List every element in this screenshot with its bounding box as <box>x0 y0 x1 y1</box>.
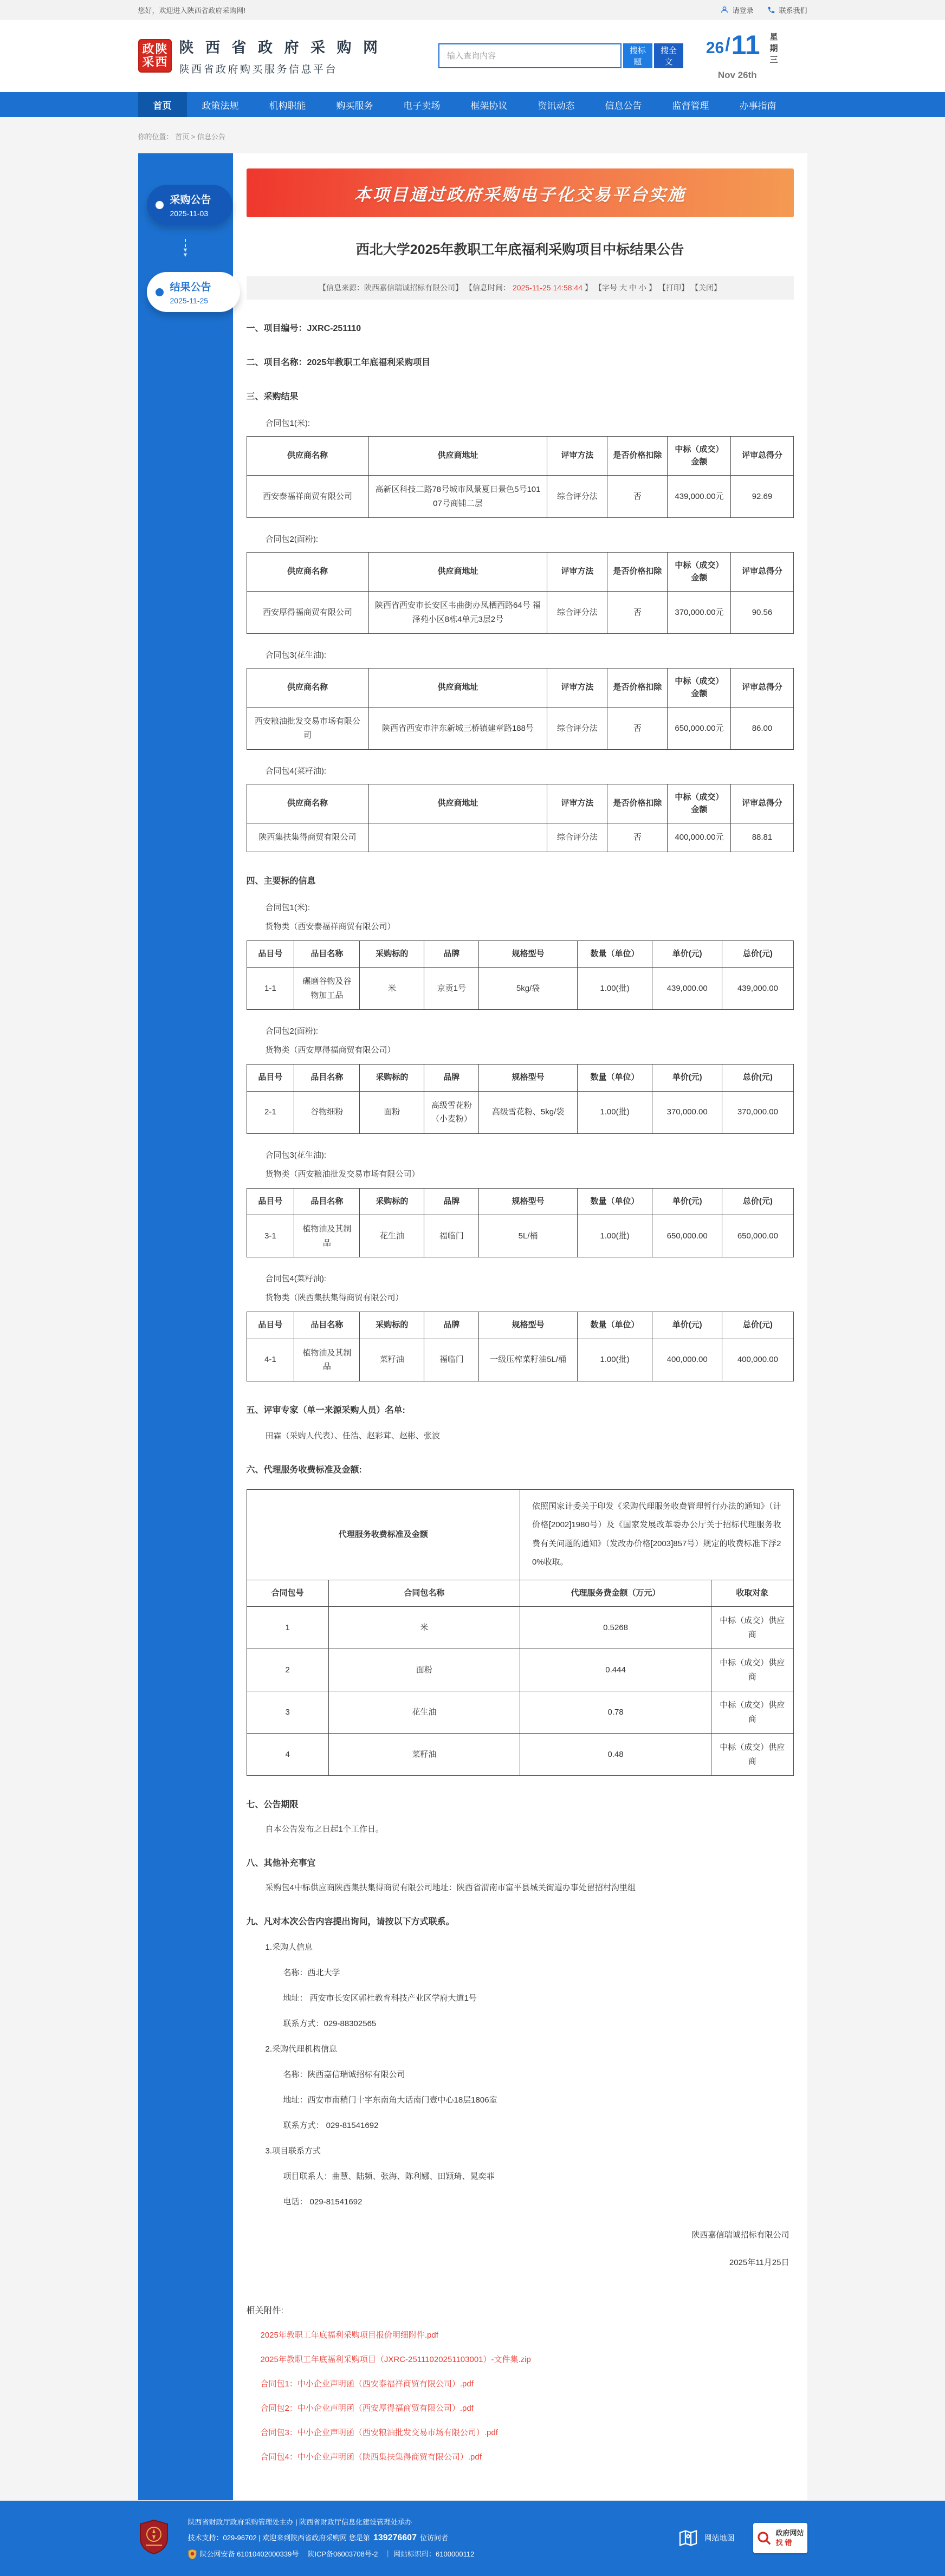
agency-address: 地址：西安市南稍门十字东南角大话南门壹中心18层1806室 <box>283 2095 497 2105</box>
logo-char: 政 <box>142 42 154 56</box>
col-item-name: 品目名称 <box>294 1188 360 1215</box>
buyer-address: 地址： 西安市长安区郭杜教育科技产业区学府大道1号 <box>283 1994 477 2003</box>
cell-award-amount: 439,000.00元 <box>668 476 731 518</box>
breadcrumb-current-link[interactable]: 信息公告 <box>197 133 226 141</box>
cell-supplier-name: 陕西集扶集得商贸有限公司 <box>247 823 368 852</box>
magnifier-icon <box>756 2530 772 2546</box>
meta-source: 【信息来源：陕西嘉信瑞诚招标有限公司】 <box>319 283 463 292</box>
welcome-text: 您好，欢迎进入陕西省政府采购网! <box>138 6 246 15</box>
article-title: 西北大学2025年教职工年底福利采购项目中标结果公告 <box>355 242 684 257</box>
breadcrumb-label: 你的位置： <box>138 133 173 141</box>
section-9-contact: 九、凡对本次公告内容提出询问，请按以下方式联系。 <box>246 1917 455 1926</box>
result-table-package-1 <box>247 436 794 518</box>
cell-total-score: 90.56 <box>731 592 793 634</box>
attachment-link[interactable]: 合同包4：中小企业声明函（陕西集扶集得商贸有限公司）.pdf <box>260 2452 482 2462</box>
col-price-deduction: 是否价格扣除 <box>607 784 668 823</box>
nav-item-functions[interactable]: 机构职能 <box>269 100 306 111</box>
cell-package-name: 面粉 <box>328 1649 520 1691</box>
table-row <box>247 1691 793 1734</box>
map-icon <box>677 2527 699 2549</box>
col-package-name: 合同包名称 <box>328 1580 520 1607</box>
col-total-score: 评审总得分 <box>731 669 793 708</box>
col-total-price: 总价(元) <box>722 1312 793 1339</box>
cell-item-name: 植物油及其制品 <box>294 1339 360 1381</box>
timeline-sidebar <box>138 153 233 2500</box>
site-subtitle: 陕西省政府购买服务信息平台 <box>179 64 338 75</box>
cell-item-no: 4-1 <box>247 1339 294 1381</box>
project-contact-phone: 电话： 029-81541692 <box>283 2197 363 2207</box>
col-supplier-address: 供应商地址 <box>368 669 547 708</box>
close-button[interactable]: 【关闭】 <box>690 283 721 292</box>
cell-fee-payer: 中标（成交）供应商 <box>711 1649 793 1691</box>
cell-quantity: 1.00(批) <box>577 1215 652 1257</box>
print-button[interactable]: 【打印】 <box>658 283 689 292</box>
section-8-supplementary: 八、其他补充事宜 <box>246 1859 316 1868</box>
logo-char: 采 <box>142 55 154 69</box>
cell-total-price: 439,000.00 <box>722 968 793 1010</box>
buyer-phone: 联系方式：029-88302565 <box>283 2019 377 2028</box>
meta-time-value: 2025-11-25 14:58:44 <box>513 283 582 292</box>
sidebar-item-date: 2025-11-03 <box>170 209 209 218</box>
meta-time-prefix: 【信息时间： <box>465 283 511 292</box>
col-target: 采购标的 <box>360 1312 424 1339</box>
sidebar-item-date: 2025-11-25 <box>170 296 209 305</box>
banner-text: 本项目通过政府采购电子化交易平台实施 <box>354 185 686 204</box>
nav-item-news[interactable]: 资讯动态 <box>538 100 575 111</box>
col-review-method: 评审方法 <box>547 784 607 823</box>
cell-fee-payer: 中标（成交）供应商 <box>711 1691 793 1734</box>
table-row <box>247 1607 793 1649</box>
buyer-info-heading: 1.采购人信息 <box>265 1943 313 1952</box>
col-total-score: 评审总得分 <box>731 437 793 476</box>
section-3-result: 三、采购结果 <box>246 392 299 401</box>
platform-banner <box>247 168 794 217</box>
cell-spec: 一级压榨菜籽油5L/桶 <box>479 1339 578 1381</box>
project-contact-persons: 项目联系人：曲慧、陆频、张海、陈利娜、田颖琦、晁奕菲 <box>283 2172 495 2181</box>
cell-quantity: 1.00(批) <box>577 1091 652 1133</box>
col-item-no: 品目号 <box>247 1188 294 1215</box>
fee-standard-text: 依照国家计委关于印发《采购代理服务收费管理暂行办法的通知》（计价格[2002]1980号）及《国家发展改革委办公厅关于招标代理服务收费有关问题的通知》（发改办价格[2003]857号）规定的收费标准下浮20%收取。 <box>520 1489 793 1580</box>
col-total-price: 总价(元) <box>722 940 793 968</box>
cell-award-amount: 400,000.00元 <box>668 823 731 852</box>
cell-quantity: 1.00(批) <box>577 1339 652 1381</box>
contact-us-link[interactable] <box>767 5 807 15</box>
cell-item-name: 碾磨谷物及谷物加工品 <box>294 968 360 1010</box>
date-widget <box>706 31 807 81</box>
cell-brand: 京贡1号 <box>424 968 479 1010</box>
signature-date: 2025年11月25日 <box>729 2258 789 2267</box>
cell-fee-amount: 0.444 <box>520 1649 711 1691</box>
col-item-no: 品目号 <box>247 1065 294 1092</box>
col-supplier-name: 供应商名称 <box>247 437 368 476</box>
attachment-link[interactable]: 2025年教职工年底福利采购项目（JXRC-25111020251103001）-文件集.zip <box>260 2355 531 2364</box>
cell-fee-amount: 0.5268 <box>520 1607 711 1649</box>
timeline-dot-icon <box>156 288 164 296</box>
col-brand: 品牌 <box>424 1188 479 1215</box>
item-table-package-2 <box>247 1064 794 1134</box>
site-footer <box>0 2501 945 2576</box>
user-icon <box>720 5 729 14</box>
footer-visitor-suffix: 位访问者 <box>419 2534 448 2542</box>
login-label: 请登录 <box>732 6 754 15</box>
buyer-name: 名称：西北大学 <box>283 1968 340 1977</box>
table-row <box>247 1091 793 1133</box>
table-row <box>247 1339 793 1381</box>
col-supplier-address: 供应商地址 <box>368 784 547 823</box>
col-item-name: 品目名称 <box>294 1312 360 1339</box>
cell-award-amount: 370,000.00元 <box>668 592 731 634</box>
website-error-report-badge[interactable] <box>753 2523 807 2553</box>
table-row <box>247 708 793 750</box>
col-total-price: 总价(元) <box>722 1188 793 1215</box>
table-row <box>247 1734 793 1776</box>
site-brand <box>138 36 382 76</box>
expert-names: 田霖（采购人代表）、任浩、赵彩茸、赵彬、张波 <box>265 1431 441 1441</box>
font-size-medium-button[interactable]: 中 <box>629 283 637 292</box>
cell-package-name: 菜籽油 <box>328 1734 520 1776</box>
cell-item-no: 2-1 <box>247 1091 294 1133</box>
cell-fee-amount: 0.48 <box>520 1734 711 1776</box>
col-target: 采购标的 <box>360 940 424 968</box>
col-award-amount: 中标（成交）金额 <box>668 784 731 823</box>
col-unit-price: 单价(元) <box>652 1312 722 1339</box>
item-table-package-4 <box>247 1312 794 1381</box>
signature-company: 陕西嘉信瑞诚招标有限公司 <box>691 2230 789 2240</box>
cell-target: 菜籽油 <box>360 1339 424 1381</box>
site-header <box>0 20 945 92</box>
cell-total-score: 92.69 <box>731 476 793 518</box>
cell-quantity: 1.00(批) <box>577 968 652 1010</box>
cell-spec: 5kg/袋 <box>479 968 578 1010</box>
cell-package-no: 1 <box>247 1607 328 1649</box>
cell-item-name: 植物油及其制品 <box>294 1215 360 1257</box>
agency-fee-table <box>247 1489 794 1776</box>
attachment-link[interactable]: 2025年教职工年底福利采购项目报价明细附件.pdf <box>260 2331 438 2340</box>
attachments-title: 相关附件: <box>246 2306 283 2315</box>
breadcrumb <box>138 117 807 153</box>
col-brand: 品牌 <box>424 940 479 968</box>
col-total-score: 评审总得分 <box>731 784 793 823</box>
sidebar-item-procurement-notice[interactable] <box>147 185 232 225</box>
col-item-no: 品目号 <box>247 1312 294 1339</box>
cell-price-deduction: 否 <box>607 708 668 750</box>
search-input[interactable] <box>438 43 622 68</box>
cell-review-method: 综合评分法 <box>547 592 607 634</box>
col-total-price: 总价(元) <box>722 1065 793 1092</box>
item-table-package-3 <box>247 1188 794 1258</box>
package-label: 合同包3(花生油): <box>265 651 327 660</box>
col-unit-price: 单价(元) <box>652 1065 722 1092</box>
footer-organizer-line: 陕西省财政厅政府采购管理处主办 | 陕西省财政厅信息化建设管理处承办 <box>187 2518 412 2526</box>
date-day: 26 <box>705 38 724 57</box>
meta-time-suffix: 】 <box>584 283 592 292</box>
nav-item-policies[interactable]: 政策法规 <box>202 100 239 111</box>
cell-supplier-name: 西安厚得福商贸有限公司 <box>247 592 368 634</box>
col-price-deduction: 是否价格扣除 <box>607 437 668 476</box>
package-label: 合同包4(菜籽油): <box>265 767 327 776</box>
col-brand: 品牌 <box>424 1312 479 1339</box>
error-badge-line1: 政府网站 <box>775 2529 804 2538</box>
package-label: 合同包4(菜籽油): <box>265 1274 327 1283</box>
nav-item-framework[interactable]: 框架协议 <box>470 100 508 111</box>
meta-fontsize-label: 【字号 <box>594 283 617 292</box>
cell-unit-price: 439,000.00 <box>652 968 722 1010</box>
col-target: 采购标的 <box>360 1065 424 1092</box>
site-code: ｜ 网站标识码：6100000112 <box>384 2549 475 2558</box>
col-supplier-name: 供应商名称 <box>247 553 368 592</box>
cell-brand: 高级雪花粉（小麦粉） <box>424 1091 479 1133</box>
result-table-package-3 <box>247 668 794 750</box>
project-contact-heading: 3.项目联系方式 <box>265 2146 321 2156</box>
search-bar <box>438 43 683 68</box>
col-item-name: 品目名称 <box>294 1065 360 1092</box>
cell-supplier-name: 西安泰福祥商贸有限公司 <box>247 476 368 518</box>
cell-unit-price: 400,000.00 <box>652 1339 722 1381</box>
cell-fee-payer: 中标（成交）供应商 <box>711 1734 793 1776</box>
site-title: 陕 西 省 政 府 采 购 网 <box>179 40 382 56</box>
table-row <box>247 1489 793 1580</box>
col-award-amount: 中标（成交）金额 <box>668 553 731 592</box>
attachment-link[interactable]: 合同包2：中小企业声明函（西安厚得福商贸有限公司）.pdf <box>260 2404 474 2413</box>
breadcrumb-separator: > <box>191 133 196 141</box>
category-label: 货物类（西安泰福祥商贸有限公司） <box>265 922 396 931</box>
item-table-package-1 <box>247 940 794 1010</box>
table-row <box>247 1649 793 1691</box>
section-1-project-number: 一、项目编号：JXRC-251110 <box>246 324 361 333</box>
section-2-project-name: 二、项目名称：2025年教职工年底福利采购项目 <box>246 358 431 367</box>
table-row <box>247 592 793 634</box>
cell-supplier-address: 陕西省西安市长安区韦曲街办凤栖西路64号 福泽苑小区8栋4单元3层2号 <box>368 592 547 634</box>
col-spec: 规格型号 <box>479 1312 578 1339</box>
attachment-link[interactable]: 合同包3：中小企业声明函（西安粮油批发交易市场有限公司）.pdf <box>260 2428 498 2437</box>
col-spec: 规格型号 <box>479 1188 578 1215</box>
col-target: 采购标的 <box>360 1188 424 1215</box>
col-package-no: 合同包号 <box>247 1580 328 1607</box>
section-7-announcement-period: 七、公告期限 <box>246 1800 299 1809</box>
col-review-method: 评审方法 <box>547 553 607 592</box>
cell-fee-payer: 中标（成交）供应商 <box>711 1607 793 1649</box>
font-size-large-button[interactable]: 大 <box>619 283 627 292</box>
date-slash: / <box>725 34 730 55</box>
article-meta-bar <box>247 276 794 300</box>
col-brand: 品牌 <box>424 1065 479 1092</box>
login-link[interactable] <box>720 5 753 15</box>
cell-price-deduction: 否 <box>607 476 668 518</box>
announcement-period-text: 自本公告发布之日起1个工作日。 <box>265 1825 384 1834</box>
col-review-method: 评审方法 <box>547 437 607 476</box>
package-label: 合同包2(面粉): <box>265 1027 319 1036</box>
main-nav <box>0 92 945 117</box>
package-label: 合同包2(面粉): <box>265 535 319 544</box>
phone-icon <box>767 6 775 14</box>
cell-item-no: 3-1 <box>247 1215 294 1257</box>
cell-unit-price: 650,000.00 <box>652 1215 722 1257</box>
col-spec: 规格型号 <box>479 940 578 968</box>
error-badge-line2: 找错 <box>775 2539 794 2547</box>
cell-package-no: 2 <box>247 1649 328 1691</box>
sidebar-item-title: 结果公告 <box>170 282 211 293</box>
result-table-package-2 <box>247 552 794 634</box>
col-item-name: 品目名称 <box>294 940 360 968</box>
cell-spec: 高级雪花粉、5kg/袋 <box>479 1091 578 1133</box>
cell-total-price: 400,000.00 <box>722 1339 793 1381</box>
cell-package-no: 4 <box>247 1734 328 1776</box>
date-weekday: 星期三 <box>768 32 778 67</box>
cell-item-no: 1-1 <box>247 968 294 1010</box>
agency-info-heading: 2.采购代理机构信息 <box>265 2045 338 2054</box>
attachment-link[interactable]: 合同包1：中小企业声明函（西安泰福祥商贸有限公司）.pdf <box>260 2379 474 2389</box>
public-security-badge-icon <box>188 2549 197 2559</box>
arrow-down-icon: ▼ ▼ <box>138 239 233 258</box>
cell-total-score: 88.81 <box>731 823 793 852</box>
cell-supplier-address: 陕西省西安市沣东新城三桥镇建章路188号 <box>368 708 547 750</box>
col-quantity: 数量（单位） <box>577 1188 652 1215</box>
cell-total-price: 370,000.00 <box>722 1091 793 1133</box>
font-size-small-button[interactable]: 小 <box>638 283 646 292</box>
col-award-amount: 中标（成交）金额 <box>668 669 731 708</box>
search-title-button[interactable]: 搜标题 <box>623 43 652 68</box>
result-table-package-4 <box>247 784 794 852</box>
table-row <box>247 968 793 1010</box>
col-total-score: 评审总得分 <box>731 553 793 592</box>
col-supplier-name: 供应商名称 <box>247 669 368 708</box>
col-unit-price: 单价(元) <box>652 940 722 968</box>
section-5-experts: 五、评审专家（单一来源采购人员）名单: <box>246 1405 405 1415</box>
visitor-count: 139276607 <box>373 2533 417 2543</box>
main-card <box>138 153 807 2500</box>
article-content <box>233 153 807 2500</box>
section-6-agency-fee: 六、代理服务收费标准及金额: <box>246 1465 362 1475</box>
nav-item-purchase-service[interactable]: 购买服务 <box>336 100 373 111</box>
cell-total-score: 86.00 <box>731 708 793 750</box>
col-quantity: 数量（单位） <box>577 1065 652 1092</box>
cell-package-name: 米 <box>328 1607 520 1649</box>
col-quantity: 数量（单位） <box>577 1312 652 1339</box>
nav-item-emall[interactable]: 电子卖场 <box>403 100 441 111</box>
col-supplier-address: 供应商地址 <box>368 437 547 476</box>
cell-review-method: 综合评分法 <box>547 476 607 518</box>
category-label: 货物类（西安粮油批发交易市场有限公司） <box>265 1169 420 1179</box>
sidebar-item-result-notice[interactable] <box>147 272 240 312</box>
col-item-no: 品目号 <box>247 940 294 968</box>
logo-char: 陕 <box>155 42 167 56</box>
col-supplier-name: 供应商名称 <box>247 784 368 823</box>
footer-info <box>188 2513 475 2564</box>
col-spec: 规格型号 <box>479 1065 578 1092</box>
icp-link[interactable]: 陕ICP备06003708号-2 <box>307 2549 378 2558</box>
cell-total-price: 650,000.00 <box>722 1215 793 1257</box>
logo-char: 西 <box>155 55 167 69</box>
cell-item-name: 谷物细粉 <box>294 1091 360 1133</box>
cell-package-no: 3 <box>247 1691 328 1734</box>
contact-label: 联系我们 <box>779 6 807 15</box>
nav-item-home[interactable]: 首页 <box>138 92 187 117</box>
footer-support-line: 技术支持：029-96702 | 欢迎来到陕西省政府采购网 您是第 <box>187 2534 370 2542</box>
breadcrumb-home-link[interactable]: 首页 <box>175 133 190 141</box>
date-english: Nov 26th <box>717 69 757 80</box>
sitemap-link[interactable] <box>677 2527 735 2549</box>
cell-fee-amount: 0.78 <box>520 1691 711 1734</box>
col-quantity: 数量（单位） <box>577 940 652 968</box>
col-award-amount: 中标（成交）金额 <box>668 437 731 476</box>
section-4-subject-info: 四、主要标的信息 <box>246 876 316 886</box>
agency-phone: 联系方式： 029-81541692 <box>283 2121 379 2130</box>
beian-link[interactable]: 陕公网安备 61010402000339号 <box>199 2549 299 2558</box>
table-row <box>247 476 793 518</box>
package-label: 合同包1(米): <box>265 903 310 912</box>
table-row <box>247 1215 793 1257</box>
col-unit-price: 单价(元) <box>652 1188 722 1215</box>
col-fee-amount: 代理服务费金额（万元） <box>520 1580 711 1607</box>
cell-price-deduction: 否 <box>607 592 668 634</box>
cell-supplier-address <box>368 823 547 852</box>
fee-standard-label: 代理服务收费标准及金额 <box>247 1489 520 1580</box>
government-shield-icon <box>138 2519 170 2557</box>
cell-supplier-name: 西安粮油批发交易市场有限公司 <box>247 708 368 750</box>
timeline-dot-icon <box>156 201 164 209</box>
cell-brand: 福临门 <box>424 1339 479 1381</box>
cell-target: 米 <box>360 968 424 1010</box>
col-supplier-address: 供应商地址 <box>368 553 547 592</box>
cell-unit-price: 370,000.00 <box>652 1091 722 1133</box>
cell-spec: 5L/桶 <box>479 1215 578 1257</box>
cell-package-name: 花生油 <box>328 1691 520 1734</box>
sidebar-item-title: 采购公告 <box>170 194 211 206</box>
col-review-method: 评审方法 <box>547 669 607 708</box>
supplementary-text: 采购包4中标供应商陕西集扶集得商贸有限公司地址：陕西省渭南市富平县城关街道办事处留招村沟里组 <box>265 1883 636 1892</box>
cell-review-method: 综合评分法 <box>547 708 607 750</box>
package-label: 合同包3(花生油): <box>265 1150 327 1160</box>
table-row <box>247 823 793 852</box>
agency-name: 名称：陕西嘉信瑞诚招标有限公司 <box>283 2070 405 2079</box>
category-label: 货物类（西安厚得福商贸有限公司） <box>265 1046 396 1055</box>
nav-item-guide[interactable]: 办事指南 <box>739 100 776 111</box>
nav-item-announcements[interactable]: 信息公告 <box>605 100 642 111</box>
cell-target: 花生油 <box>360 1215 424 1257</box>
col-price-deduction: 是否价格扣除 <box>607 669 668 708</box>
cell-award-amount: 650,000.00元 <box>668 708 731 750</box>
category-label: 货物类（陕西集扶集得商贸有限公司） <box>265 1293 404 1302</box>
meta-fontsize-suffix: 】 <box>648 283 656 292</box>
sitemap-label: 网站地图 <box>704 2534 735 2543</box>
cell-target: 面粉 <box>360 1091 424 1133</box>
cell-review-method: 综合评分法 <box>547 823 607 852</box>
date-month: 11 <box>731 29 760 60</box>
site-logo <box>138 39 172 73</box>
attachments-section <box>247 2304 794 2462</box>
nav-item-supervision[interactable]: 监督管理 <box>672 100 709 111</box>
col-fee-payer: 收取对象 <box>711 1580 793 1607</box>
package-label: 合同包1(米): <box>265 419 310 428</box>
cell-brand: 福临门 <box>424 1215 479 1257</box>
top-utility-bar <box>0 0 945 20</box>
search-fulltext-button[interactable]: 搜全文 <box>654 43 683 68</box>
cell-supplier-address: 高新区科技二路78号城市风景夏日景色5号10107号商铺二层 <box>368 476 547 518</box>
cell-price-deduction: 否 <box>607 823 668 852</box>
col-price-deduction: 是否价格扣除 <box>607 553 668 592</box>
